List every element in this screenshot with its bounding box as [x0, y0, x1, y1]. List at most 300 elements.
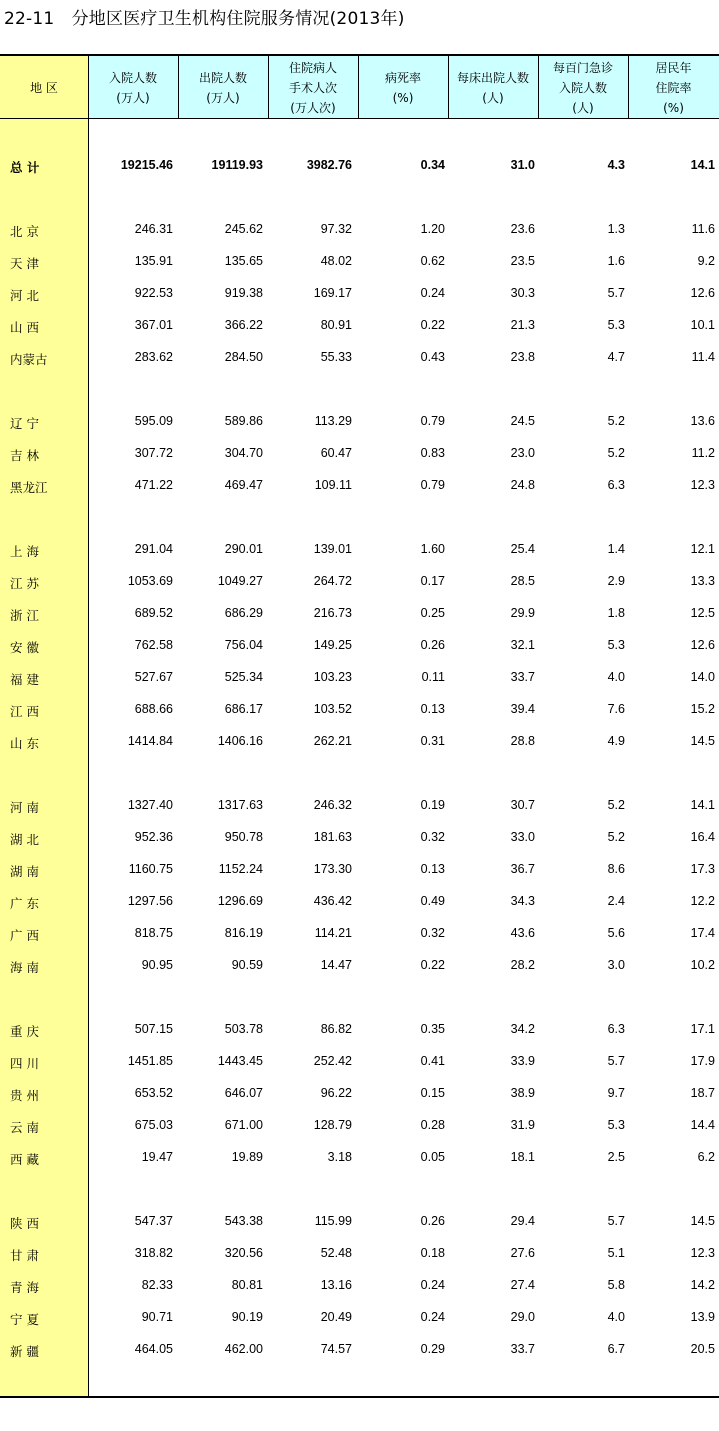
region-name: 江 西	[10, 704, 39, 719]
cell-value: 0.24	[420, 286, 445, 300]
cell-value: 135.65	[224, 254, 263, 268]
cell-value: 17.1	[690, 1022, 715, 1036]
cell-value: 181.63	[313, 830, 352, 844]
cell-value: 5.2	[607, 798, 625, 812]
table-row	[0, 348, 719, 368]
table-row	[0, 636, 719, 656]
cell-value: 11.2	[691, 446, 715, 460]
region-name: 西 藏	[10, 1152, 39, 1167]
cell-value: 818.75	[134, 926, 173, 940]
cell-value: 14.5	[690, 734, 715, 748]
cell-value: 14.1	[690, 158, 715, 172]
cell-value: 318.82	[134, 1246, 173, 1260]
table-row	[0, 1276, 719, 1296]
table-row	[0, 444, 719, 464]
cell-value: 5.2	[607, 414, 625, 428]
cell-value: 283.62	[134, 350, 173, 364]
cell-value: 0.43	[420, 350, 445, 364]
cell-value: 10.2	[690, 958, 715, 972]
cell-value: 0.05	[420, 1150, 445, 1164]
header-col-divider	[268, 56, 269, 119]
region-name: 云 南	[10, 1120, 39, 1135]
header-col-divider	[178, 56, 179, 119]
cell-value: 0.79	[420, 414, 445, 428]
cell-value: 304.70	[224, 446, 263, 460]
header-col-2: 住院病人 手术人次 (万人次)	[288, 60, 337, 115]
cell-value: 320.56	[224, 1246, 263, 1260]
cell-value: 1.3	[607, 222, 625, 236]
table-row	[0, 668, 719, 688]
cell-value: 919.38	[224, 286, 263, 300]
header-region: 地 区	[30, 80, 58, 95]
table-row	[0, 1084, 719, 1104]
cell-value: 1.6	[607, 254, 625, 268]
table-row	[0, 924, 719, 944]
cell-value: 0.19	[420, 798, 445, 812]
header-col-divider	[358, 56, 359, 119]
cell-value: 14.47	[320, 958, 352, 972]
cell-value: 246.31	[134, 222, 173, 236]
cell-value: 82.33	[141, 1278, 173, 1292]
region-name: 上 海	[10, 544, 39, 559]
cell-value: 1317.63	[217, 798, 263, 812]
cell-value: 507.15	[134, 1022, 173, 1036]
cell-value: 96.22	[320, 1086, 352, 1100]
header-col-3: 病死率 (%)	[384, 70, 421, 105]
cell-value: 0.18	[420, 1246, 445, 1260]
cell-value: 4.7	[607, 350, 625, 364]
cell-value: 5.3	[607, 1118, 625, 1132]
cell-value: 16.4	[690, 830, 715, 844]
cell-value: 12.3	[690, 478, 715, 492]
cell-value: 589.86	[224, 414, 263, 428]
cell-value: 24.8	[510, 478, 535, 492]
table-row	[0, 1020, 719, 1040]
cell-value: 29.9	[510, 606, 535, 620]
cell-value: 34.3	[510, 894, 535, 908]
cell-value: 5.2	[607, 830, 625, 844]
cell-value: 28.2	[510, 958, 535, 972]
cell-value: 0.49	[420, 894, 445, 908]
cell-value: 950.78	[224, 830, 263, 844]
header-col-1: 出院人数 (万人)	[198, 70, 247, 105]
region-name: 安 徽	[10, 640, 39, 655]
region-name: 内蒙古	[10, 352, 48, 367]
cell-value: 686.17	[224, 702, 263, 716]
table-row	[0, 252, 719, 272]
cell-value: 246.32	[313, 798, 352, 812]
cell-value: 8.6	[607, 862, 625, 876]
table-row	[0, 1148, 719, 1168]
cell-value: 291.04	[134, 542, 173, 556]
region-name: 天 津	[10, 256, 39, 271]
table-row	[0, 1308, 719, 1328]
cell-value: 18.7	[690, 1086, 715, 1100]
cell-value: 13.16	[320, 1278, 352, 1292]
cell-value: 525.34	[224, 670, 263, 684]
header-col-divider	[448, 56, 449, 119]
cell-value: 471.22	[134, 478, 173, 492]
cell-value: 80.91	[320, 318, 352, 332]
cell-value: 6.7	[607, 1342, 625, 1356]
cell-value: 12.6	[690, 286, 715, 300]
cell-value: 12.6	[690, 638, 715, 652]
cell-value: 0.22	[420, 318, 445, 332]
cell-value: 90.19	[231, 1310, 263, 1324]
header-col-6: 居民年 住院率 (%)	[655, 60, 692, 115]
cell-value: 686.29	[224, 606, 263, 620]
cell-value: 3982.76	[306, 158, 352, 172]
cell-value: 1.20	[420, 222, 445, 236]
cell-value: 14.1	[690, 798, 715, 812]
cell-value: 12.5	[690, 606, 715, 620]
cell-value: 28.5	[510, 574, 535, 588]
cell-value: 80.81	[231, 1278, 263, 1292]
region-name: 海 南	[10, 960, 39, 975]
region-name: 辽 宁	[10, 416, 39, 431]
cell-value: 173.30	[313, 862, 352, 876]
cell-value: 922.53	[134, 286, 173, 300]
cell-value: 4.9	[607, 734, 625, 748]
cell-value: 1414.84	[127, 734, 173, 748]
cell-value: 671.00	[224, 1118, 263, 1132]
cell-value: 0.13	[420, 862, 445, 876]
region-name: 广 西	[10, 928, 39, 943]
cell-value: 1327.40	[127, 798, 173, 812]
cell-value: 262.21	[313, 734, 352, 748]
region-name: 青 海	[10, 1280, 39, 1295]
cell-value: 90.95	[141, 958, 173, 972]
table-row	[0, 1244, 719, 1264]
cell-value: 0.25	[420, 606, 445, 620]
cell-value: 7.6	[607, 702, 625, 716]
table-row	[0, 1212, 719, 1232]
cell-value: 1296.69	[217, 894, 263, 908]
cell-value: 20.5	[690, 1342, 715, 1356]
cell-value: 13.3	[690, 574, 715, 588]
cell-value: 19.89	[231, 1150, 263, 1164]
cell-value: 0.26	[420, 1214, 445, 1228]
cell-value: 15.2	[690, 702, 715, 716]
cell-value: 90.59	[231, 958, 263, 972]
region-name: 吉 林	[10, 448, 39, 463]
region-name: 黑龙江	[10, 480, 48, 495]
cell-value: 17.4	[690, 926, 715, 940]
cell-value: 90.71	[141, 1310, 173, 1324]
region-name: 总 计	[10, 160, 40, 175]
cell-value: 13.9	[690, 1310, 715, 1324]
region-name: 北 京	[10, 224, 39, 239]
cell-value: 2.9	[607, 574, 625, 588]
cell-value: 290.01	[224, 542, 263, 556]
cell-value: 10.1	[690, 318, 715, 332]
cell-value: 0.17	[420, 574, 445, 588]
cell-value: 6.3	[607, 1022, 625, 1036]
header-col-divider	[538, 56, 539, 119]
cell-value: 23.5	[510, 254, 535, 268]
cell-value: 0.62	[420, 254, 445, 268]
total-row	[0, 156, 719, 176]
cell-value: 33.9	[510, 1054, 535, 1068]
cell-value: 13.6	[690, 414, 715, 428]
table-row	[0, 892, 719, 912]
cell-value: 1049.27	[217, 574, 263, 588]
cell-value: 5.8	[607, 1278, 625, 1292]
cell-value: 4.0	[607, 670, 625, 684]
cell-value: 1.8	[607, 606, 625, 620]
cell-value: 9.2	[697, 254, 715, 268]
cell-value: 0.83	[420, 446, 445, 460]
cell-value: 0.11	[421, 670, 445, 684]
cell-value: 469.47	[224, 478, 263, 492]
cell-value: 367.01	[134, 318, 173, 332]
cell-value: 307.72	[134, 446, 173, 460]
cell-value: 245.62	[224, 222, 263, 236]
cell-value: 0.31	[420, 734, 445, 748]
cell-value: 5.6	[607, 926, 625, 940]
region-name: 山 西	[10, 320, 39, 335]
table-row	[0, 1116, 719, 1136]
cell-value: 14.2	[690, 1278, 715, 1292]
cell-value: 436.42	[313, 894, 352, 908]
cell-value: 115.99	[314, 1214, 352, 1228]
region-name: 广 东	[10, 896, 39, 911]
cell-value: 547.37	[134, 1214, 173, 1228]
cell-value: 688.66	[134, 702, 173, 716]
table-row	[0, 572, 719, 592]
cell-value: 103.52	[313, 702, 352, 716]
cell-value: 646.07	[224, 1086, 263, 1100]
cell-value: 1297.56	[127, 894, 173, 908]
cell-value: 12.2	[690, 894, 715, 908]
table-row	[0, 956, 719, 976]
cell-value: 60.47	[320, 446, 352, 460]
cell-value: 31.9	[510, 1118, 535, 1132]
cell-value: 3.0	[607, 958, 625, 972]
header-col-0: 入院人数 (万人)	[108, 70, 157, 105]
cell-value: 113.29	[314, 414, 352, 428]
table-row	[0, 316, 719, 336]
region-name: 新 疆	[10, 1344, 39, 1359]
table-row	[0, 860, 719, 880]
table-row	[0, 412, 719, 432]
cell-value: 30.3	[510, 286, 535, 300]
cell-value: 464.05	[134, 1342, 173, 1356]
cell-value: 114.21	[314, 926, 352, 940]
cell-value: 1.4	[607, 542, 625, 556]
cell-value: 0.22	[420, 958, 445, 972]
cell-value: 11.4	[691, 350, 715, 364]
region-name: 甘 肃	[10, 1248, 39, 1263]
cell-value: 21.3	[510, 318, 535, 332]
cell-value: 169.17	[313, 286, 352, 300]
cell-value: 135.91	[134, 254, 173, 268]
cell-value: 34.2	[510, 1022, 535, 1036]
cell-value: 264.72	[313, 574, 352, 588]
cell-value: 14.4	[690, 1118, 715, 1132]
cell-value: 5.3	[607, 318, 625, 332]
region-name: 重 庆	[10, 1024, 39, 1039]
region-name: 浙 江	[10, 608, 39, 623]
cell-value: 1053.69	[127, 574, 173, 588]
region-name: 贵 州	[10, 1088, 39, 1103]
cell-value: 3.18	[327, 1150, 352, 1164]
cell-value: 653.52	[134, 1086, 173, 1100]
cell-value: 27.4	[510, 1278, 535, 1292]
header-col-4: 每床出院人数 (人)	[456, 70, 529, 105]
cell-value: 4.3	[607, 158, 625, 172]
table-row	[0, 1052, 719, 1072]
cell-value: 149.25	[313, 638, 352, 652]
cell-value: 33.7	[510, 670, 535, 684]
cell-value: 0.28	[420, 1118, 445, 1132]
table-row	[0, 476, 719, 496]
cell-value: 48.02	[320, 254, 352, 268]
cell-value: 2.4	[607, 894, 625, 908]
cell-value: 31.0	[510, 158, 535, 172]
cell-value: 6.3	[607, 478, 625, 492]
cell-value: 86.82	[320, 1022, 352, 1036]
cell-value: 756.04	[224, 638, 263, 652]
cell-value: 33.0	[510, 830, 535, 844]
cell-value: 1152.24	[218, 862, 263, 876]
table-row	[0, 220, 719, 240]
cell-value: 216.73	[313, 606, 352, 620]
cell-value: 0.24	[420, 1278, 445, 1292]
region-name: 湖 南	[10, 864, 39, 879]
cell-value: 19215.46	[120, 158, 173, 172]
cell-value: 12.1	[690, 542, 715, 556]
cell-value: 128.79	[313, 1118, 352, 1132]
cell-value: 9.7	[607, 1086, 625, 1100]
cell-value: 1443.45	[217, 1054, 263, 1068]
cell-value: 103.23	[313, 670, 352, 684]
cell-value: 27.6	[510, 1246, 535, 1260]
cell-value: 0.79	[420, 478, 445, 492]
cell-value: 29.0	[510, 1310, 535, 1324]
cell-value: 97.32	[320, 222, 352, 236]
cell-value: 11.6	[691, 222, 715, 236]
cell-value: 24.5	[510, 414, 535, 428]
cell-value: 284.50	[224, 350, 263, 364]
cell-value: 38.9	[510, 1086, 535, 1100]
cell-value: 675.03	[134, 1118, 173, 1132]
cell-value: 4.0	[607, 1310, 625, 1324]
table-row	[0, 828, 719, 848]
cell-value: 52.48	[320, 1246, 352, 1260]
cell-value: 503.78	[224, 1022, 263, 1036]
cell-value: 55.33	[320, 350, 352, 364]
table-title: 22-11 分地区医疗卫生机构住院服务情况(2013年)	[4, 9, 405, 29]
cell-value: 36.7	[510, 862, 535, 876]
header-col-5: 每百门急诊 入院人数 (人)	[552, 60, 613, 115]
cell-value: 5.2	[607, 446, 625, 460]
region-name: 河 南	[10, 800, 39, 815]
cell-value: 5.1	[607, 1246, 625, 1260]
cell-value: 689.52	[134, 606, 173, 620]
cell-value: 43.6	[510, 926, 535, 940]
cell-value: 23.0	[510, 446, 535, 460]
cell-value: 0.13	[420, 702, 445, 716]
cell-value: 0.41	[420, 1054, 445, 1068]
cell-value: 0.32	[420, 830, 445, 844]
cell-value: 19.47	[141, 1150, 173, 1164]
cell-value: 762.58	[134, 638, 173, 652]
cell-value: 1406.16	[217, 734, 263, 748]
table-row	[0, 1340, 719, 1360]
table-row	[0, 284, 719, 304]
table-row	[0, 796, 719, 816]
cell-value: 23.6	[510, 222, 535, 236]
cell-value: 18.1	[510, 1150, 535, 1164]
cell-value: 30.7	[510, 798, 535, 812]
bottom-rule	[0, 1396, 719, 1398]
cell-value: 0.15	[420, 1086, 445, 1100]
region-name: 宁 夏	[10, 1312, 39, 1327]
cell-value: 952.36	[134, 830, 173, 844]
cell-value: 816.19	[224, 926, 263, 940]
cell-value: 109.11	[314, 478, 352, 492]
cell-value: 0.26	[420, 638, 445, 652]
cell-value: 1160.75	[128, 862, 173, 876]
cell-value: 0.29	[420, 1342, 445, 1356]
cell-value: 2.5	[607, 1150, 625, 1164]
cell-value: 6.2	[697, 1150, 715, 1164]
table-row	[0, 540, 719, 560]
cell-value: 5.3	[607, 638, 625, 652]
cell-value: 32.1	[510, 638, 535, 652]
cell-value: 139.01	[313, 542, 352, 556]
cell-value: 17.9	[690, 1054, 715, 1068]
cell-value: 595.09	[134, 414, 173, 428]
header-col-divider	[628, 56, 629, 119]
cell-value: 29.4	[510, 1214, 535, 1228]
cell-value: 0.24	[420, 1310, 445, 1324]
region-name: 江 苏	[10, 576, 39, 591]
cell-value: 19119.93	[211, 158, 263, 172]
cell-value: 14.5	[690, 1214, 715, 1228]
cell-value: 543.38	[224, 1214, 263, 1228]
region-name: 福 建	[10, 672, 39, 687]
cell-value: 74.57	[320, 1342, 352, 1356]
cell-value: 33.7	[510, 1342, 535, 1356]
cell-value: 39.4	[510, 702, 535, 716]
cell-value: 5.7	[607, 1054, 625, 1068]
cell-value: 23.8	[510, 350, 535, 364]
cell-value: 252.42	[313, 1054, 352, 1068]
cell-value: 25.4	[510, 542, 535, 556]
cell-value: 5.7	[607, 286, 625, 300]
region-name: 湖 北	[10, 832, 39, 847]
cell-value: 0.34	[420, 158, 445, 172]
table-row	[0, 732, 719, 752]
cell-value: 20.49	[320, 1310, 352, 1324]
cell-value: 17.3	[690, 862, 715, 876]
cell-value: 12.3	[690, 1246, 715, 1260]
cell-value: 5.7	[607, 1214, 625, 1228]
cell-value: 366.22	[224, 318, 263, 332]
cell-value: 1451.85	[127, 1054, 173, 1068]
region-name: 山 东	[10, 736, 39, 751]
region-name: 河 北	[10, 288, 39, 303]
cell-value: 0.32	[420, 926, 445, 940]
cell-value: 14.0	[690, 670, 715, 684]
cell-value: 462.00	[224, 1342, 263, 1356]
cell-value: 28.8	[510, 734, 535, 748]
region-name: 四 川	[10, 1056, 39, 1071]
region-name: 陕 西	[10, 1216, 39, 1231]
cell-value: 527.67	[134, 670, 173, 684]
